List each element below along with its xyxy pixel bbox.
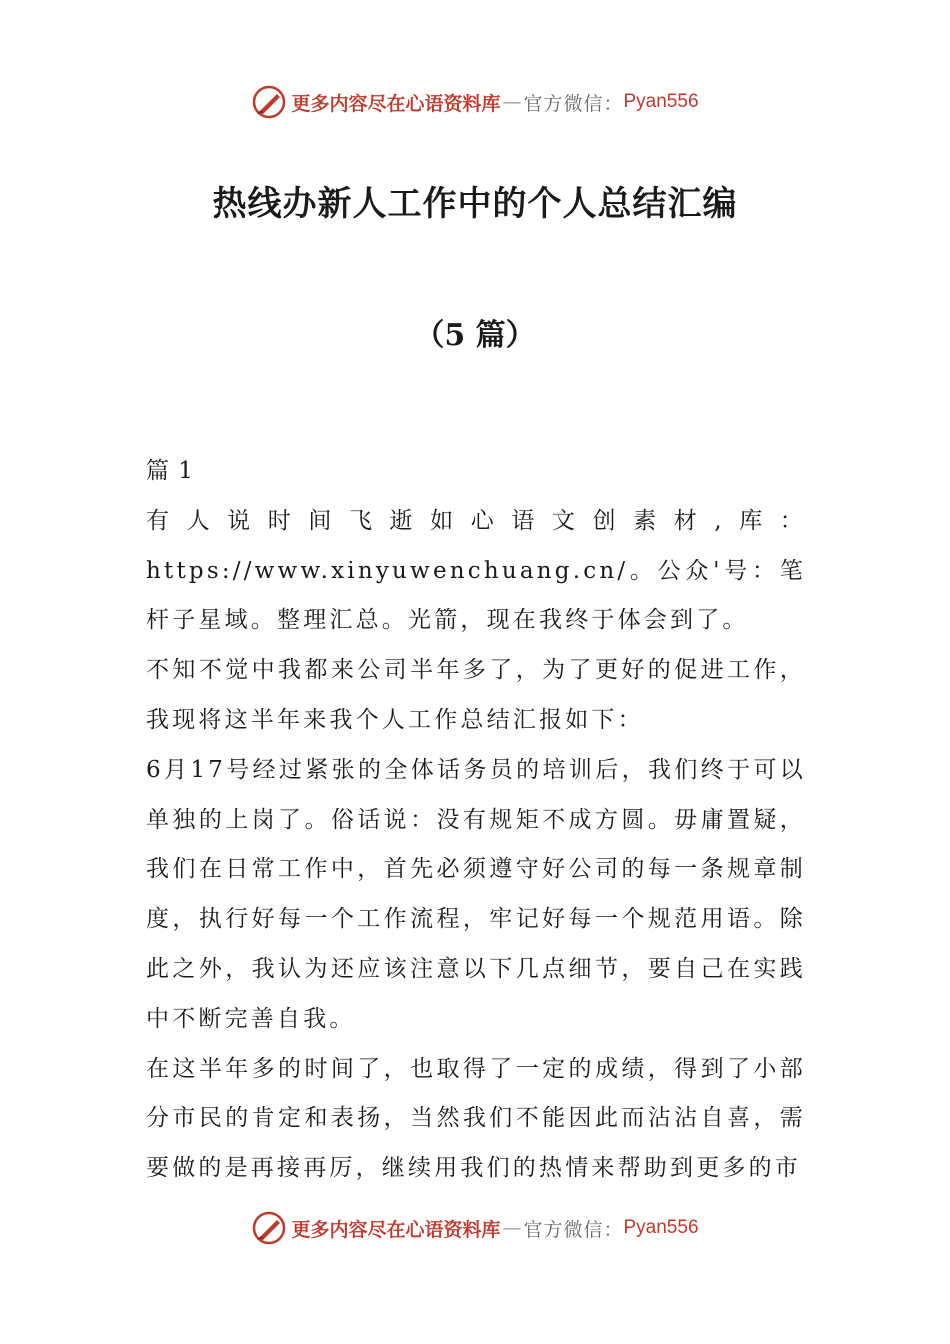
footer-banner (0, 1210, 950, 1246)
paragraph: 在这半年多的时间了，也取得了一定的成绩，得到了小部分市民的肯定和表扬，当然我们不能因此而沾沾自喜，需要做的是再接再厉，继续用我们的热情来帮助到更多的市 (146, 1055, 806, 1182)
document-subtitle: （5 篇） (414, 318, 536, 353)
banner-brand: 更多内容尽在心语资料库 (291, 1218, 501, 1241)
paragraph: 6月17号经过紧张的全体话务员的培训后，我们终于可以单独的上岗了。俗话说：没有规矩不成方圆。毋庸置疑，我们在日常工作中，首先必须遵守好公司的每一条规章制度，执行好每一个工作流程，牢记好每一个规范用语。除此之外，我认为还应该注意以下几点细节，要自己在实践中不断完善自我。 (146, 756, 806, 1032)
paragraph: 不知不觉中我都来公司半年多了，为了更好的促进工作，我现将这半年来我个人工作总结汇报如下： (146, 657, 806, 733)
document-title: 热线办新人工作中的个人总结汇编 (212, 184, 738, 224)
banner-brand: 更多内容尽在心语资料库 (291, 92, 501, 115)
banner-dash: — (502, 1217, 522, 1239)
banner-wechat-id: Pyan556 (623, 91, 699, 112)
paragraph: 有人说时间飞逝如心语文创素材,库：https://www.xinyuwenchuang.cn/。公众'号：笔杆子星域。整理汇总。光箭，现在我终于体会到了。 (146, 507, 806, 634)
pen-circle-logo-icon (251, 1210, 287, 1246)
pen-circle-logo-icon (251, 84, 287, 120)
header-banner (0, 84, 950, 120)
banner-wechat-id: Pyan556 (623, 1217, 699, 1238)
section-heading: 篇 1 (146, 458, 194, 484)
banner-dash: — (502, 91, 522, 113)
banner-official-label: 官方微信： (523, 1218, 624, 1241)
banner-official-label: 官方微信： (523, 92, 624, 115)
document-body (146, 447, 806, 1194)
